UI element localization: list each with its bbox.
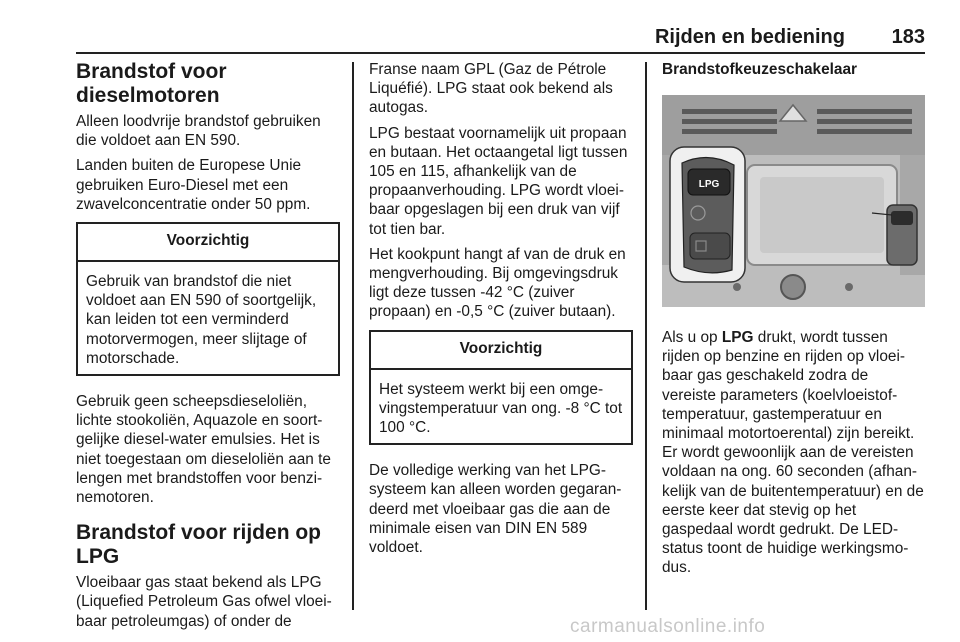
caution-text: Gebruik van brandstof die niet voldoet aan EN 590 of soortgelijk, kan leiden tot een verminderd motorvermogen, meer slijtage of motorschade. — [86, 273, 317, 367]
page-number: 183 — [891, 26, 925, 48]
watermark: carmanualsonline.info — [570, 616, 766, 637]
heading-fuel-selector: Brandstofkeuzeschakelaar — [662, 61, 858, 78]
column-divider — [645, 62, 647, 610]
paragraph: De volledige werking van het LPG-systeem kan alleen worden gegaran-deerd met vloeibaar gas die aan de minimale eisen van DIN EN 589 voldoet. — [369, 462, 622, 557]
heading-diesel-fuel: Brandstof voor dieselmotoren — [76, 60, 227, 107]
paragraph: Franse naam GPL (Gaz de Pétrole Liquéfié). LPG staat ook bekend als autogas. — [369, 61, 613, 117]
page-header — [76, 26, 925, 50]
caution-box — [369, 330, 633, 446]
column-divider — [352, 62, 354, 610]
paragraph: Het kookpunt hangt af van de druk en mengverhouding. Bij omgevingsdruk ligt deze tussen -42 °C (zuiver propaan) en -0,5 °C (zuiver butaan). — [369, 245, 626, 321]
column-2 — [369, 60, 633, 563]
paragraph: Alleen loodvrije brandstof gebruiken die voldoet aan EN 590. — [76, 113, 321, 150]
header-rule — [76, 52, 925, 54]
paragraph: Vloeibaar gas staat bekend als LPG (Liquefied Petroleum Gas ofwel vloei-baar petroleumgas) of onder de — [76, 574, 332, 630]
caution-box — [76, 222, 340, 376]
caution-title: Voorzichtig — [78, 224, 338, 262]
fuel-selector-figure — [662, 95, 925, 307]
text-run: Als u op — [662, 329, 722, 346]
text-run: drukt, wordt tussen rijden op benzine en rijden op vloei-baar gas geschakeld zodra de vereiste parameters (koelvloeistof-temperatuur, gastemperatuur en minimaal motortoerental) zijn bereikt. Er wordt gewoonlijk aan de vereisten voldaan na ong. 60 seconden (afhan-kelijk van de buitentemperatuur) en de eerste keer dat stevig op het gaspedaal wordt gedrukt. De LED-status toont de huidige werkingsmo-dus. — [662, 329, 924, 577]
paragraph — [662, 328, 925, 578]
caution-text: Het systeem werkt bij een omge-vingstemperatuur van ong. -8 °C tot 100 °C. — [379, 380, 623, 437]
lpg-keyword: LPG — [721, 329, 754, 346]
column-3 — [662, 60, 925, 584]
paragraph: Gebruik geen scheepsdieseloliën, lichte stookoliën, Aquazole en soort-gelijke diesel-water emulsies. Het is niet toegestaan om dieseloliën aan te lengen met brandstoffen voor benzi-nemotoren. — [76, 393, 331, 507]
paragraph: Landen buiten de Europese Unie gebruiken Euro-Diesel met een zwavelconcentratie onder 50 ppm. — [76, 157, 311, 213]
caution-title: Voorzichtig — [371, 332, 631, 370]
paragraph: LPG bestaat voornamelijk uit propaan en butaan. Het octaangetal ligt tussen 105 en 115, afhankelijk van de propaanverhouding. LPG wordt vloei-baar opgeslagen bij een druk van vijf tot tien bar. — [369, 124, 628, 238]
section-title: Rijden en bediening — [654, 26, 845, 48]
lpg-button-label: LPG — [698, 179, 720, 190]
column-1 — [76, 60, 340, 637]
heading-lpg-fuel: Brandstof voor rijden op LPG — [76, 521, 322, 569]
